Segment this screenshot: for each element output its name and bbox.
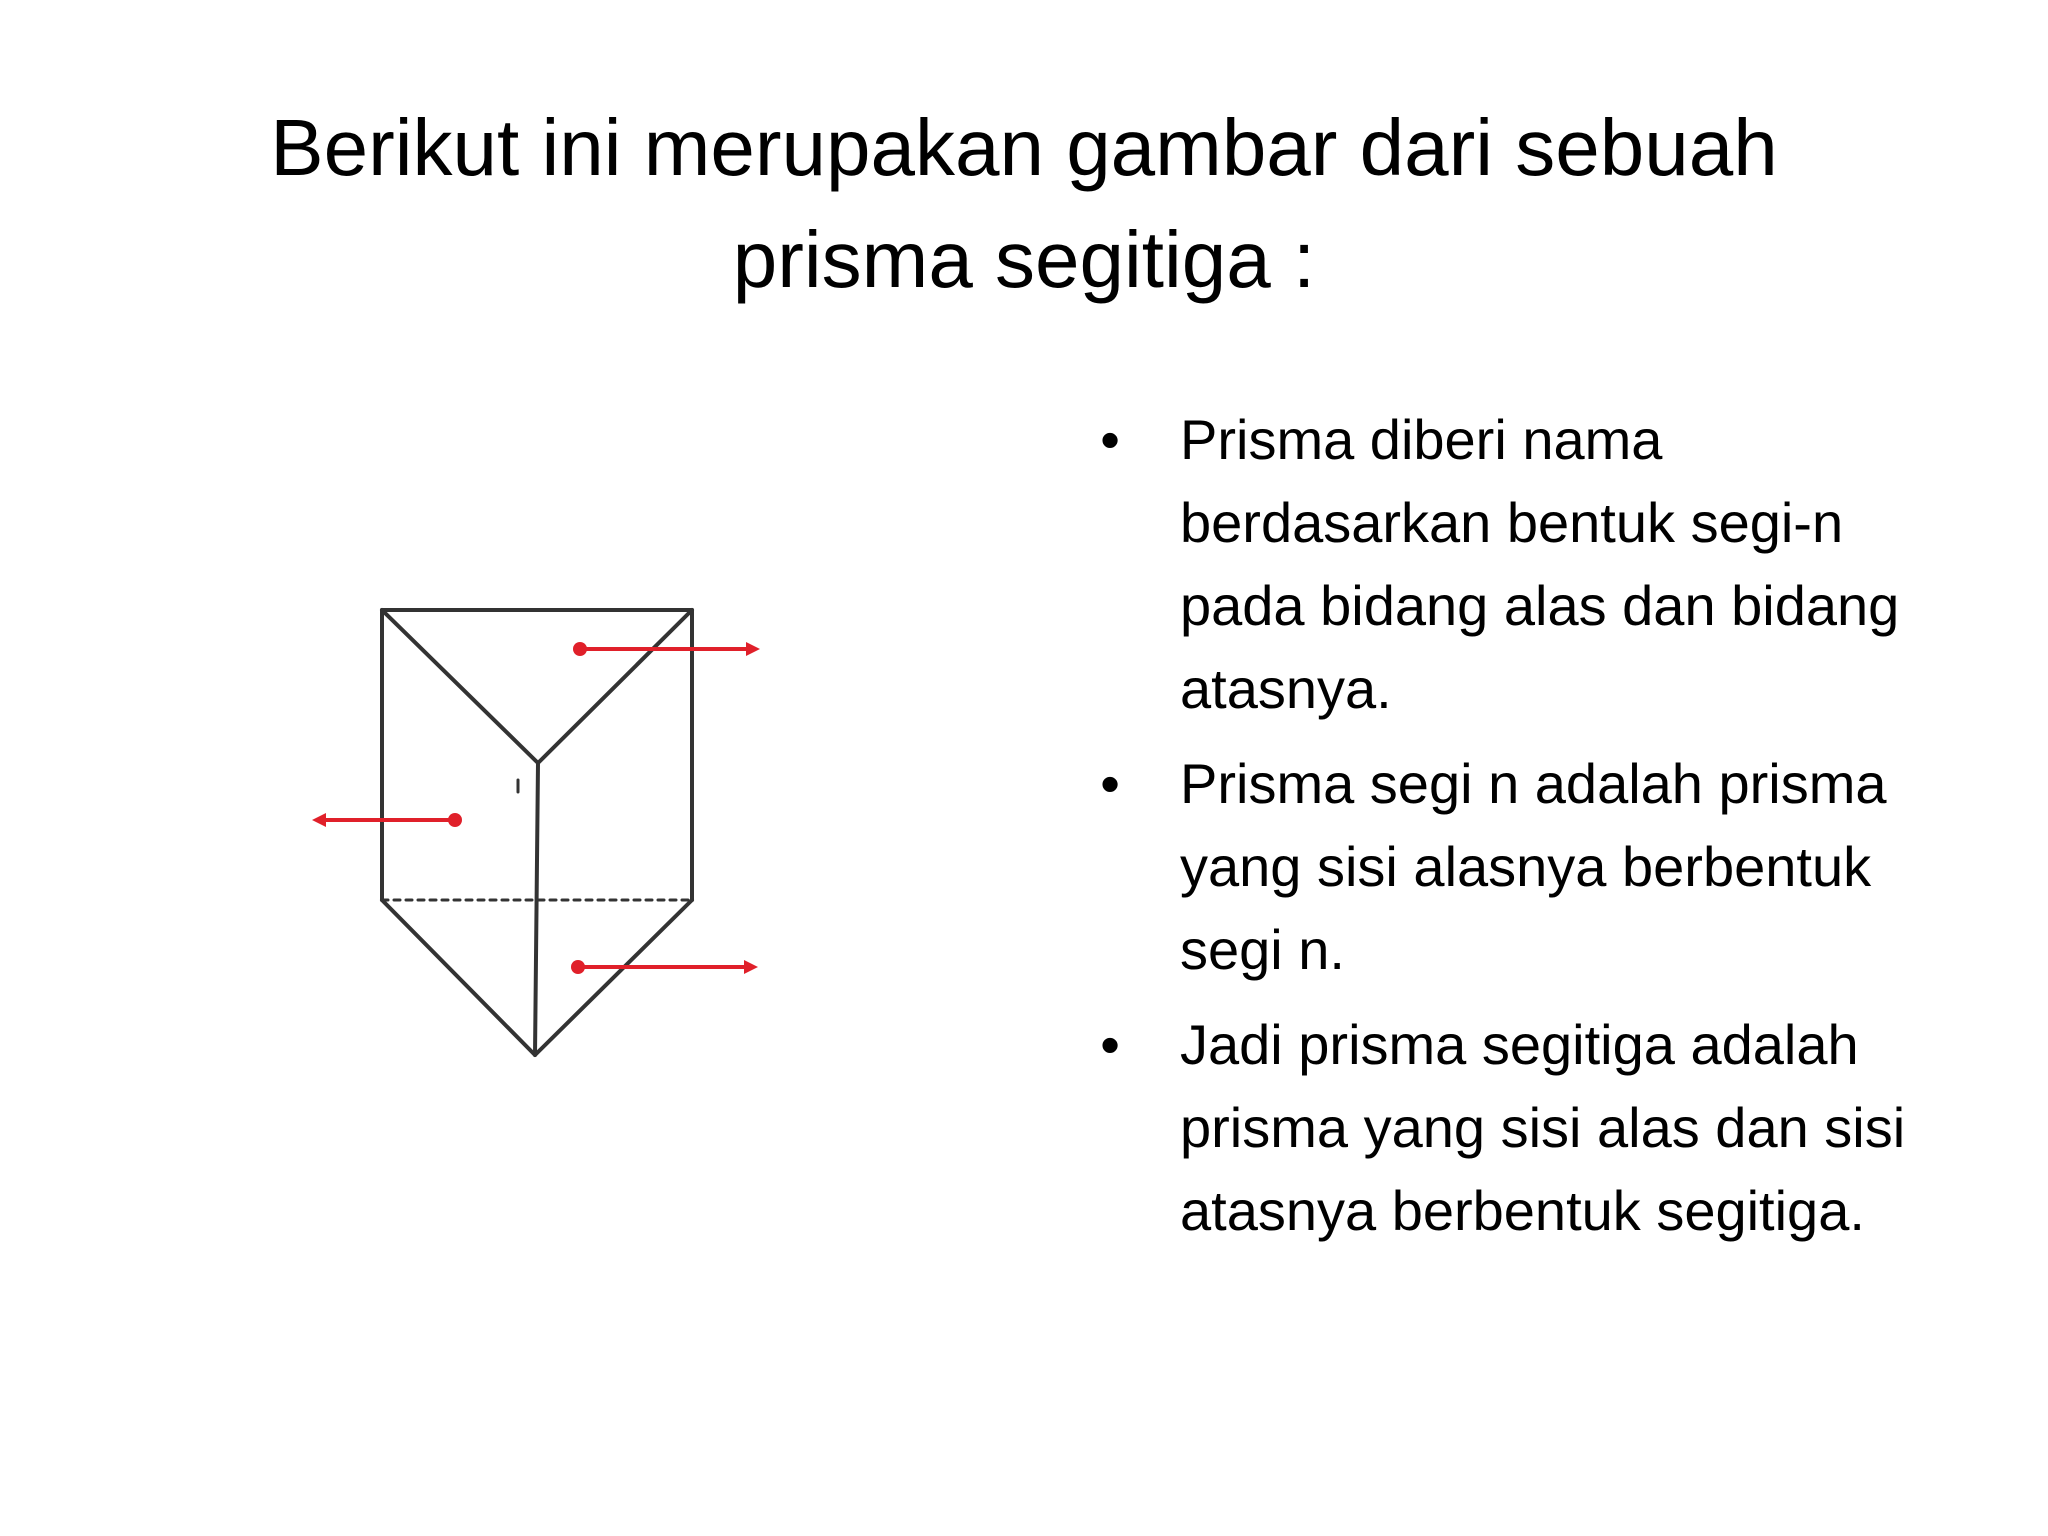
prism-bottom-left-edge xyxy=(382,900,535,1055)
prism-front-vertical-edge xyxy=(535,763,538,1055)
bullet-item-3 xyxy=(1090,1003,1990,1252)
bullet-1-line-2: berdasarkan bentuk segi-n xyxy=(1180,491,1844,554)
bullet-3-line-1: Jadi prisma segitiga adalah xyxy=(1180,1013,1859,1076)
bullet-item-1 xyxy=(1090,398,1990,730)
bullet-list xyxy=(1090,398,1990,1264)
bullet-3-line-3: atasnya berbentuk segitiga. xyxy=(1180,1179,1865,1242)
prism-top-left-edge xyxy=(382,610,538,763)
bullet-2-line-3: segi n. xyxy=(1180,918,1345,981)
slide-title-line-1: Berikut ini merupakan gambar dari sebuah xyxy=(270,103,1778,192)
slide-title-line-2: prisma segitiga : xyxy=(732,215,1316,304)
bullet-3-line-2: prisma yang sisi alas dan sisi xyxy=(1180,1096,1906,1159)
bullet-dot: • xyxy=(1100,408,1120,471)
arrow-top-right xyxy=(573,642,760,656)
bullet-1-line-4: atasnya. xyxy=(1180,657,1392,720)
bullet-2-line-1: Prisma segi n adalah prisma xyxy=(1180,752,1887,815)
bullet-1-line-3: pada bidang alas dan bidang xyxy=(1180,574,1900,637)
prism-bottom-right-edge xyxy=(535,900,692,1055)
prism-diagram xyxy=(300,580,780,1080)
arrow-middle-left xyxy=(312,813,462,827)
bullet-2-line-2: yang sisi alasnya berbentuk xyxy=(1180,835,1872,898)
prism-figure xyxy=(300,580,780,1080)
bullet-1-line-1: Prisma diberi nama xyxy=(1180,408,1663,471)
bullet-item-2 xyxy=(1090,742,1990,991)
arrow-bottom-right xyxy=(571,960,758,974)
bullet-dot: • xyxy=(1100,752,1120,815)
bullet-dot: • xyxy=(1100,1013,1120,1076)
slide-title xyxy=(160,92,1888,316)
prism-top-right-edge xyxy=(538,610,692,763)
